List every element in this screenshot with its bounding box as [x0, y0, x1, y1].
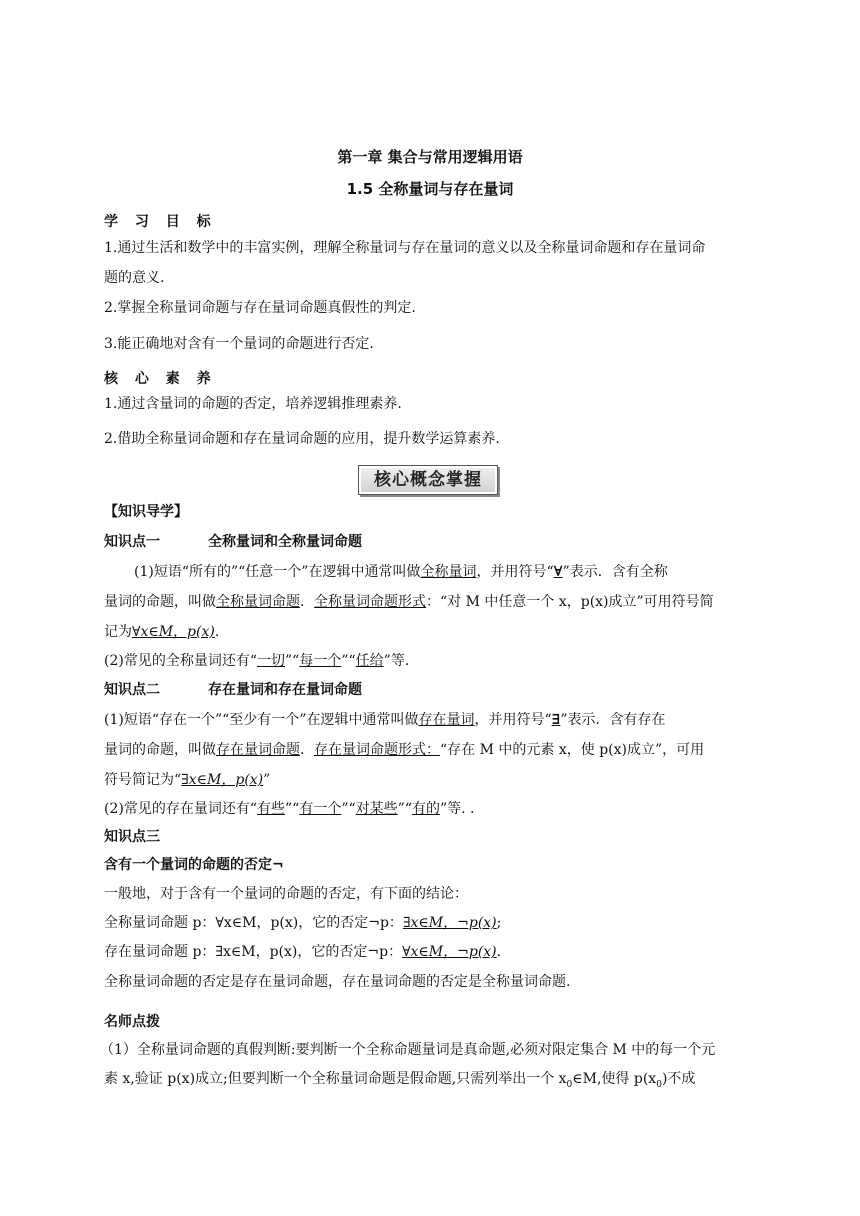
- point1-line-1: (1)短语“所有的”“任意一个”在逻辑中通常叫做全称量词，并用符号“∀”表示．含有全称: [134, 564, 668, 580]
- point3-label: 知识点三: [104, 829, 160, 845]
- chapter-title: 第一章 集合与常用逻辑用语: [337, 148, 523, 166]
- point1-line-3: 记为∀x∈M，p(x).: [104, 624, 220, 640]
- point3-rule-2: 存在量词命题 p：∃x∈M，p(x)，它的否定¬p：∀x∈M，¬p(x).: [104, 944, 502, 960]
- point2-line-1: (1)短语“存在一个”“至少有一个”在逻辑中通常叫做存在量词，并用符号“∃”表示．含有存在: [104, 712, 666, 728]
- point3-intro: 一般地，对于含有一个量词的命题的否定，有下面的结论：: [104, 886, 468, 902]
- tips-heading: 名师点拨: [104, 1014, 160, 1030]
- guide-heading: 【知识导学】: [104, 504, 188, 520]
- goal-line-3: 2.掌握全称量词命题与存在量词命题真假性的判定.: [104, 300, 416, 316]
- point3-subtitle: 含有一个量词的命题的否定¬: [104, 857, 284, 873]
- point2-title: 存在量词和存在量词命题: [208, 682, 362, 698]
- exists-symbol: ∃: [551, 712, 561, 728]
- point3-summary: 全称量词命题的否定是存在量词命题，存在量词命题的否定是全称量词命题.: [104, 974, 571, 990]
- literacy-heading: 核 心 素 养: [104, 371, 217, 387]
- goals-heading: 学 习 目 标: [104, 214, 217, 230]
- term-universal-quantifier: 全称量词: [420, 564, 477, 580]
- literacy-line-2: 2.借助全称量词命题和存在量词命题的应用，提升数学运算素养.: [104, 431, 500, 447]
- point2-line-2: 量词的命题，叫做存在量词命题．存在量词命题形式：“存在 M 中的元素 x，使 p(x)成立”，可用: [104, 742, 705, 758]
- point1-label: 知识点一: [104, 534, 160, 550]
- goal-line-4: 3.能正确地对含有一个量词的命题进行否定.: [104, 336, 374, 352]
- goal-line-1: 1.通过生活和数学中的丰富实例，理解全称量词与存在量词的意义以及全称量词命题和存在量词命: [104, 240, 706, 256]
- forall-symbol: ∀: [553, 564, 563, 580]
- subscript-zero: 0: [566, 1079, 573, 1090]
- point1-heading: [104, 532, 764, 552]
- goal-line-2: 题的意义.: [104, 270, 165, 286]
- subscript-zero-2: 0: [656, 1079, 662, 1090]
- core-concept-banner: 核心概念掌握: [358, 465, 498, 495]
- point2-line-4: (2)常见的存在量词还有“有些”“有一个”“对某些”“有的”等. .: [104, 801, 475, 817]
- section-title: 1.5 全称量词与存在量词: [346, 180, 514, 198]
- literacy-line-1: 1.通过含量词的命题的否定，培养逻辑推理素养.: [104, 396, 402, 412]
- point1-line-2: 量词的命题，叫做全称量词命题．全称量词命题形式：“对 M 中任意一个 x，p(x)成立”可用符号简: [104, 594, 714, 610]
- tips-line-1: （1）全称量词命题的真假判断:要判断一个全称命题量词是真命题,必须对限定集合 M 中的每一个元: [100, 1042, 716, 1058]
- point3-rule-1: 全称量词命题 p：∀x∈M，p(x)，它的否定¬p：∃x∈M，¬p(x);: [104, 915, 502, 931]
- tips-line-2: 素 x,验证 p(x)成立;但要判断一个全称量词命题是假命题,只需列举出一个 $x_0\in M$,使得 $p(x_0)$不成: [104, 1071, 696, 1090]
- point2-label: 知识点二: [104, 682, 160, 698]
- point2-heading: [104, 680, 764, 700]
- term-existential-quantifier: 存在量词: [418, 712, 475, 728]
- point1-line-4: (2)常见的全称量词还有“一切”“每一个”“任给”等．: [104, 653, 419, 669]
- point1-title: 全称量词和全称量词命题: [208, 534, 362, 550]
- point2-line-3: 符号简记为“∃x∈M，p(x)”: [104, 772, 271, 788]
